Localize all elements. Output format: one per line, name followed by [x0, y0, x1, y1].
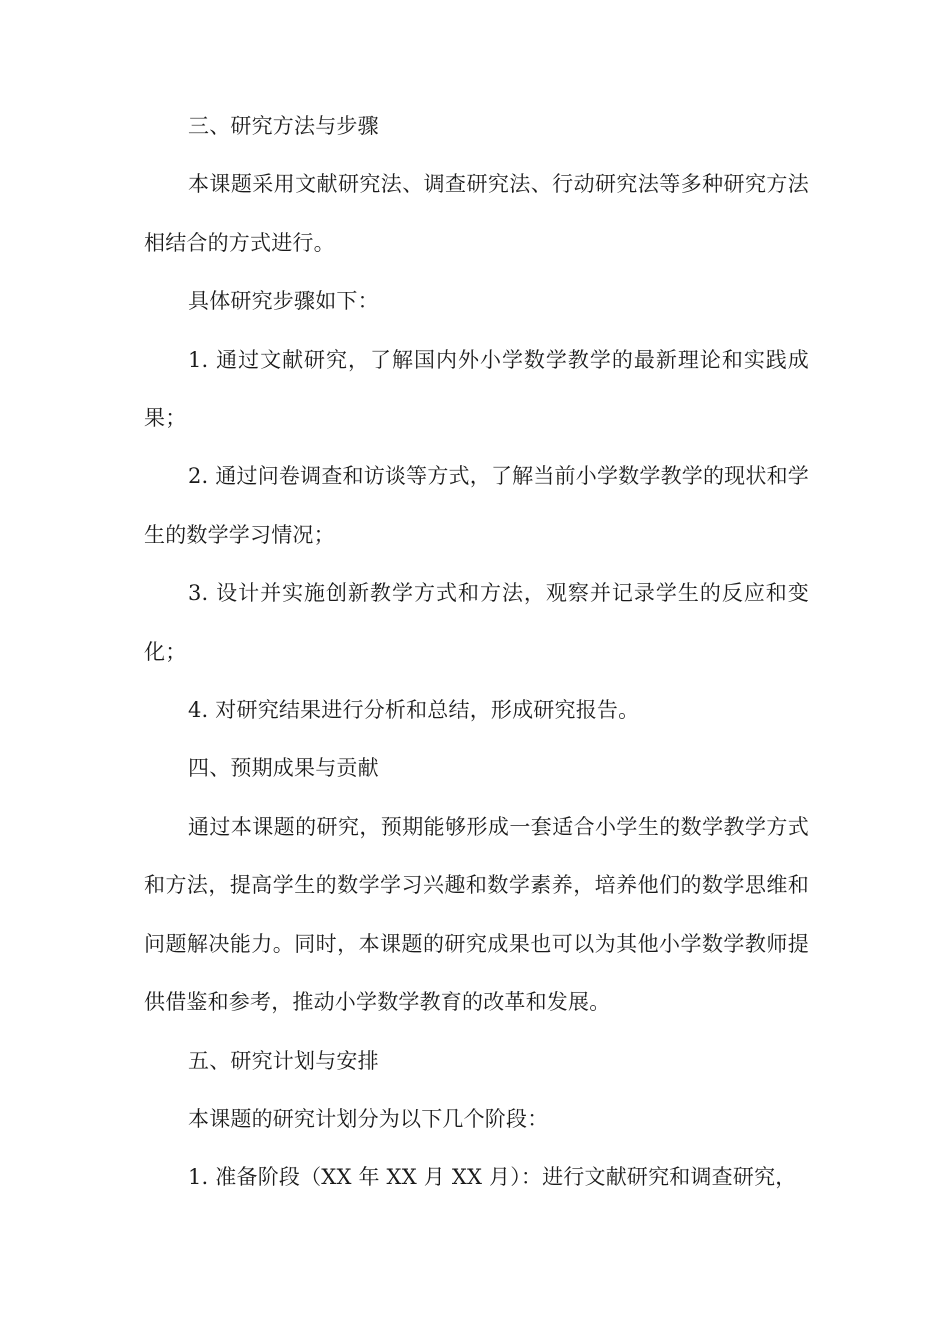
- list-item-phase-1: 1. 准备阶段（XX 年 XX 月 XX 月）：进行文献研究和调查研究，: [188, 1165, 797, 1190]
- paragraph-steps-intro: 具体研究步骤如下：: [188, 289, 379, 314]
- document-body: [144, 97, 809, 1207]
- paragraph-plan-intro: 本课题的研究计划分为以下几个阶段：: [188, 1106, 549, 1131]
- paragraph-outcomes: 通过本课题的研究，预期能够形成一套适合小学生的数学教学方式和方法，提高学生的数学学习兴趣和数学素养，培养他们的数学思维和问题解决能力。同时，本课题的研究成果也可以为其他小学数学教师提供借鉴和参考，推动小学数学教育的改革和发展。: [144, 814, 809, 1015]
- section-heading-outcomes: 四、预期成果与贡献: [188, 756, 379, 781]
- list-item-step-1: 1. 通过文献研究，了解国内外小学数学教学的最新理论和实践成果；: [144, 347, 809, 431]
- list-item-step-2: 2. 通过问卷调查和访谈等方式，了解当前小学数学教学的现状和学生的数学学习情况；: [144, 464, 809, 547]
- paragraph-methods-intro: 本课题采用文献研究法、调查研究法、行动研究法等多种研究方法相结合的方式进行。: [144, 172, 809, 255]
- list-item-step-3: 3. 设计并实施创新教学方式和方法，观察并记录学生的反应和变化；: [144, 581, 809, 664]
- section-heading-plan: 五、研究计划与安排: [188, 1048, 379, 1073]
- list-item-step-4: 4. 对研究结果进行分析和总结，形成研究报告。: [188, 698, 640, 723]
- section-heading-methods: 三、研究方法与步骤: [188, 114, 379, 138]
